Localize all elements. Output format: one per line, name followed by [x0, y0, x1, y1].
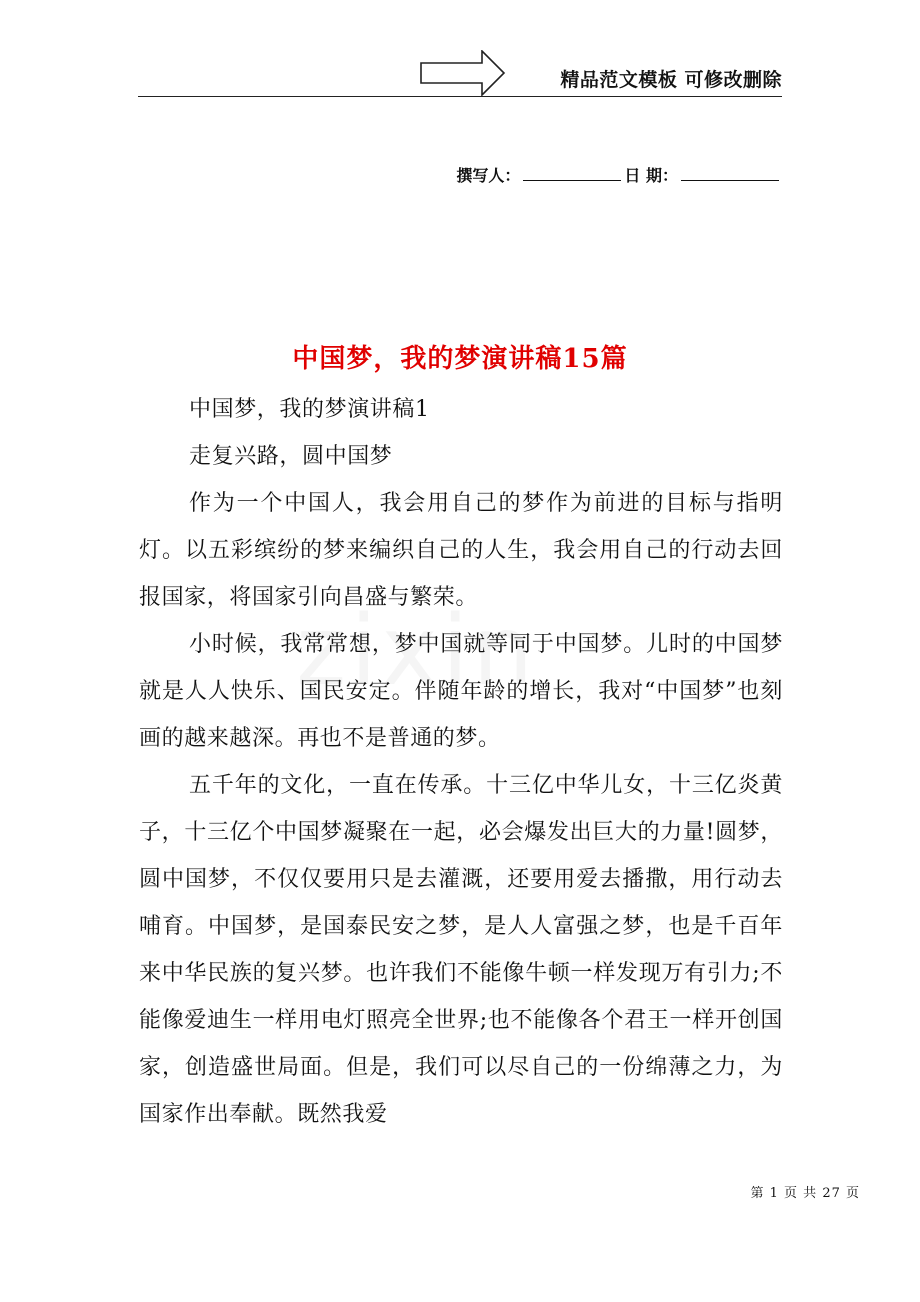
date-field[interactable] — [681, 166, 779, 181]
header-label: 精品范文模板 可修改删除 — [560, 69, 782, 91]
author-date-line — [456, 163, 782, 186]
date-label: 日 期： — [624, 166, 678, 185]
document-body — [139, 386, 783, 1138]
body-paragraph: 小时候，我常常想，梦中国就等同于中国梦。儿时的中国梦就是人人快乐、国民安定。伴随年龄的增长，我对“中国梦”也刻画的越来越深。再也不是普通的梦。 — [139, 632, 783, 751]
body-paragraph: 五千年的文化，一直在传承。十三亿中华儿女，十三亿炎黄子，十三亿个中国梦凝聚在一起，必会爆发出巨大的力量!圆梦，圆中国梦，不仅仅要用只是去灌溉，还要用爱去播撒，用行动去哺育。中国梦，是国泰民安之梦，是人人富强之梦，也是千百年来中华民族的复兴梦。也许我们不能像牛顿一样发现万有引力;不能像爱迪生一样用电灯照亮全世界;也不能像各个君王一样开创国家，创造盛世局面。但是，我们可以尽自己的一份绵薄之力，为国家作出奉献。既然我爱 — [139, 773, 783, 1127]
arrow-right-icon — [420, 50, 506, 96]
page-header — [138, 48, 782, 98]
author-label: 撰写人： — [456, 166, 521, 185]
subtitle-paragraph: 中国梦，我的梦演讲稿1 — [189, 397, 430, 422]
heading-paragraph: 走复兴路，圆中国梦 — [189, 444, 393, 469]
author-field[interactable] — [523, 166, 621, 181]
page-number: 第 1 页 共 27 页 — [750, 1186, 860, 1201]
body-paragraph: 作为一个中国人，我会用自己的梦作为前进的目标与指明灯。以五彩缤纷的梦来编织自己的人生，我会用自己的行动去回报国家，将国家引向昌盛与繁荣。 — [139, 491, 783, 610]
document-title: 中国梦，我的梦演讲稿15篇 — [292, 344, 628, 374]
header-rule — [138, 96, 782, 97]
